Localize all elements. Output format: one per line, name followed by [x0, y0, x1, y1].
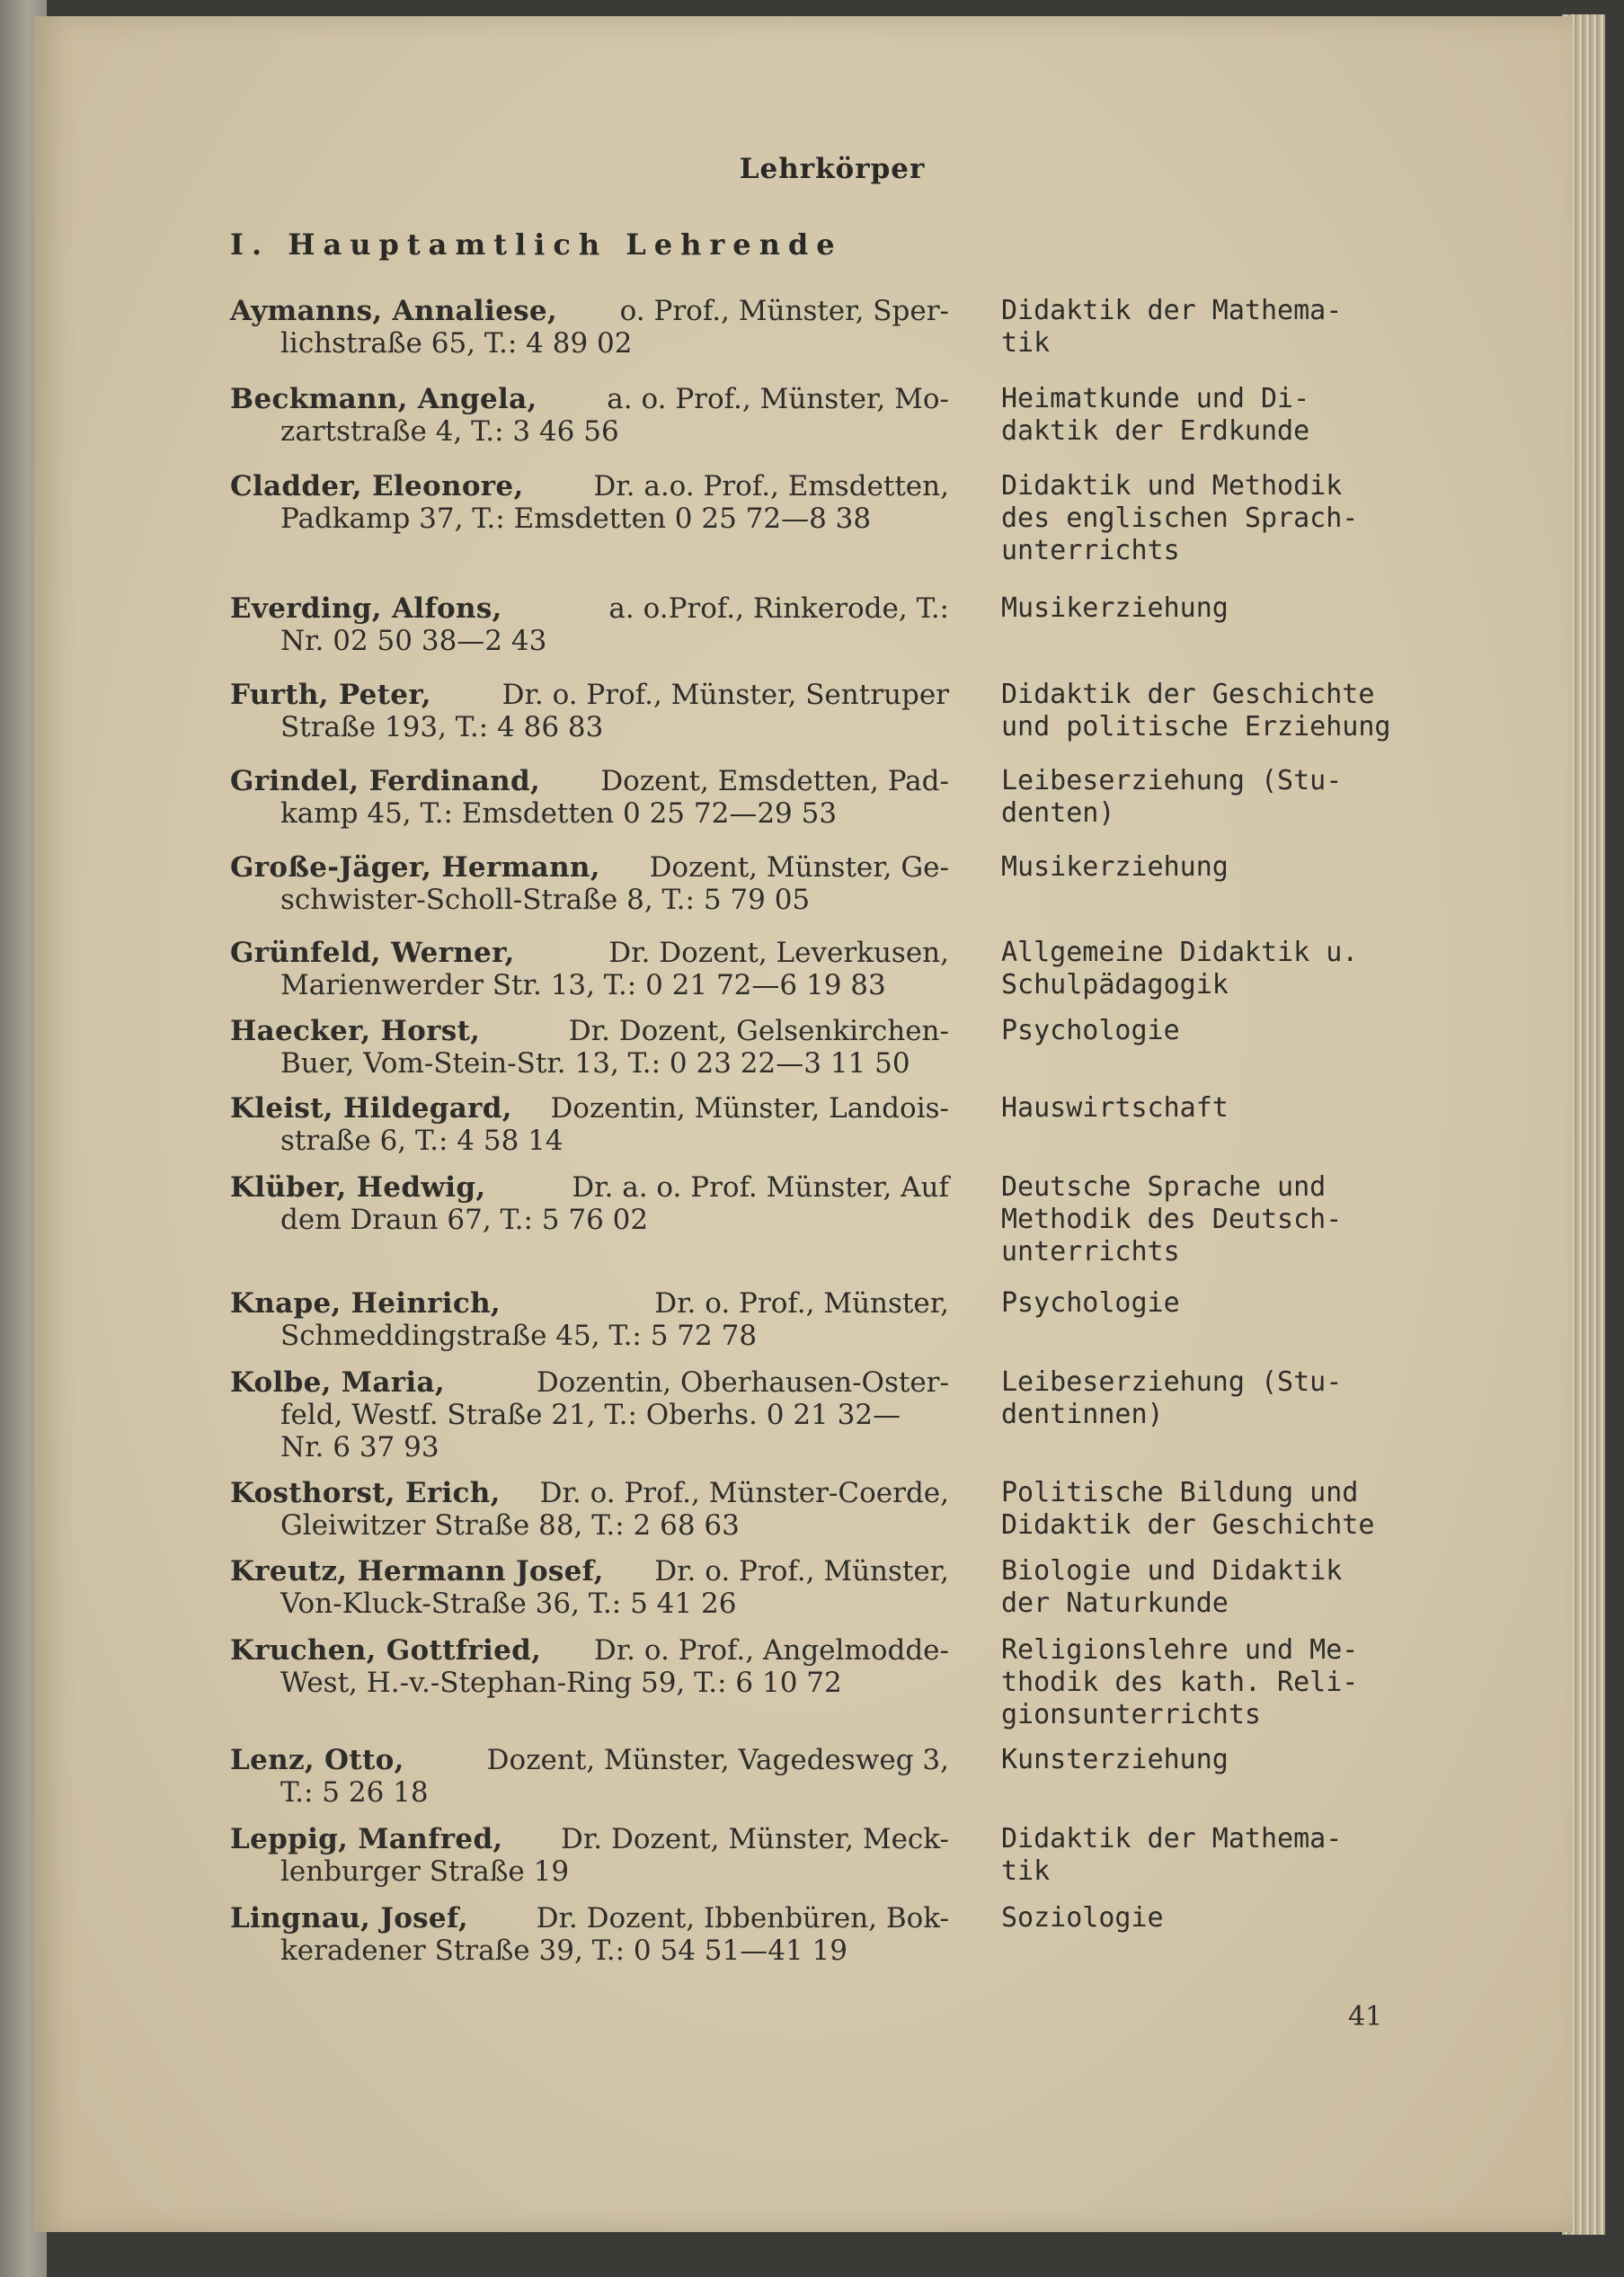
- subject-line: Kunsterziehung: [1001, 1744, 1229, 1775]
- entry-address: [230, 1477, 949, 1542]
- subject-line: Allgemeine Didaktik u.: [1001, 937, 1359, 968]
- title-and-address: Dr. o. Prof., Münster, Sentruper: [501, 679, 949, 711]
- address-line: [230, 1555, 949, 1588]
- subject-line: Religionslehre und Me-: [1001, 1634, 1359, 1666]
- entry-address: [230, 679, 949, 743]
- entry-subject: [1001, 1171, 1388, 1268]
- entry-subject: [1001, 1744, 1388, 1776]
- address-line: keradener Straße 39, T.: 0 54 51—41 19: [280, 1935, 848, 1967]
- title-and-address: Dozent, Münster, Vagedesweg 3,: [486, 1744, 949, 1776]
- entry-subject: [1001, 1287, 1388, 1320]
- title-and-address: Dr. Dozent, Leverkusen,: [608, 937, 949, 969]
- entry-subject: [1001, 1902, 1388, 1935]
- address-line: [230, 1902, 949, 1935]
- address-line: West, H.-v.-Stephan-Ring 59, T.: 6 10 72: [280, 1667, 842, 1699]
- entry-subject: [1001, 937, 1388, 1001]
- subject-line: gionsunterrichts: [1001, 1699, 1261, 1730]
- entry-address: [230, 383, 949, 448]
- entry-address: [230, 470, 949, 535]
- title-and-address: Dr. Dozent, Ibbenbüren, Bok-: [536, 1902, 949, 1935]
- subject-line: Methodik des Deutsch-: [1001, 1204, 1343, 1235]
- title-and-address: o. Prof., Münster, Sper-: [619, 295, 949, 327]
- person-name: Grindel, Ferdinand,: [230, 765, 541, 797]
- entry-subject: [1001, 851, 1388, 884]
- person-name: Knape, Heinrich,: [230, 1287, 501, 1320]
- subject-line: Schulpädagogik: [1001, 969, 1229, 1001]
- address-line: [230, 937, 949, 969]
- address-line: Nr. 6 37 93: [280, 1431, 439, 1463]
- address-line: [230, 1015, 949, 1047]
- title-and-address: a. o.Prof., Rinkerode, T.:: [608, 592, 949, 625]
- address-line: Schmeddingstraße 45, T.: 5 72 78: [280, 1320, 758, 1352]
- title-and-address: Dr. Dozent, Münster, Meck-: [561, 1823, 949, 1855]
- address-line: [230, 1634, 949, 1667]
- entry-subject: [1001, 295, 1388, 360]
- page-header: Lehrkörper: [739, 153, 926, 185]
- subject-line: Musikerziehung: [1001, 592, 1229, 624]
- person-name: Lingnau, Josef,: [230, 1902, 469, 1935]
- address-line: [230, 1171, 949, 1204]
- address-line: zartstraße 4, T.: 3 46 56: [280, 415, 619, 448]
- address-line: [230, 592, 949, 625]
- title-and-address: Dozent, Münster, Ge-: [649, 851, 949, 884]
- section-title: I. Hauptamtlich Lehrende: [230, 227, 843, 262]
- subject-line: Hauswirtschaft: [1001, 1092, 1229, 1124]
- address-line: straße 6, T.: 4 58 14: [280, 1125, 564, 1157]
- subject-line: tik: [1001, 327, 1051, 359]
- subject-line: Didaktik der Geschichte: [1001, 1509, 1375, 1541]
- address-line: [230, 295, 949, 327]
- entry-subject: [1001, 1634, 1388, 1731]
- person-name: Kruchen, Gottfried,: [230, 1634, 542, 1667]
- entry-subject: [1001, 1477, 1388, 1542]
- person-name: Kosthorst, Erich,: [230, 1477, 501, 1509]
- person-name: Beckmann, Angela,: [230, 383, 537, 415]
- address-line: [230, 851, 949, 884]
- address-line: [230, 383, 949, 415]
- subject-line: Leibeserziehung (Stu-: [1001, 765, 1343, 796]
- person-name: Kolbe, Maria,: [230, 1366, 445, 1399]
- entry-subject: [1001, 765, 1388, 830]
- address-line: [230, 470, 949, 503]
- entry-address: [230, 1287, 949, 1352]
- subject-line: Heimatkunde und Di-: [1001, 383, 1310, 414]
- subject-line: denten): [1001, 797, 1115, 829]
- person-name: Grünfeld, Werner,: [230, 937, 515, 969]
- address-line: Gleiwitzer Straße 88, T.: 2 68 63: [280, 1509, 740, 1542]
- address-line: [230, 1366, 949, 1399]
- address-line: Padkamp 37, T.: Emsdetten 0 25 72—8 38: [280, 503, 872, 535]
- entry-subject: [1001, 1015, 1388, 1047]
- address-line: feld, Westf. Straße 21, T.: Oberhs. 0 21 32—: [280, 1399, 901, 1431]
- subject-line: Soziologie: [1001, 1902, 1164, 1934]
- title-and-address: Dr. o. Prof., Münster,: [654, 1287, 949, 1320]
- person-name: Aymanns, Annaliese,: [230, 295, 557, 327]
- address-line: [230, 1744, 949, 1776]
- entry-subject: [1001, 470, 1388, 567]
- subject-line: Leibeserziehung (Stu-: [1001, 1366, 1343, 1398]
- title-and-address: Dr. a. o. Prof. Münster, Auf: [572, 1171, 949, 1204]
- title-and-address: Dr. o. Prof., Münster-Coerde,: [539, 1477, 949, 1509]
- entry-subject: [1001, 679, 1391, 743]
- address-line: dem Draun 67, T.: 5 76 02: [280, 1204, 649, 1236]
- entry-subject: [1001, 1092, 1388, 1125]
- person-name: Kleist, Hildegard,: [230, 1092, 512, 1125]
- person-name: Cladder, Eleonore,: [230, 470, 524, 503]
- entry-address: [230, 1366, 949, 1463]
- entry-subject: [1001, 592, 1388, 625]
- page-number: 41: [1348, 2001, 1383, 2032]
- subject-line: Psychologie: [1001, 1015, 1180, 1046]
- address-line: [230, 1287, 949, 1320]
- person-name: Furth, Peter,: [230, 679, 431, 711]
- title-and-address: Dr. o. Prof., Münster,: [654, 1555, 949, 1588]
- title-and-address: a. o. Prof., Münster, Mo-: [607, 383, 949, 415]
- address-line: Straße 193, T.: 4 86 83: [280, 711, 604, 743]
- entry-subject: [1001, 1555, 1388, 1620]
- subject-line: thodik des kath. Reli-: [1001, 1667, 1359, 1698]
- address-line: [230, 1823, 949, 1855]
- subject-line: Didaktik und Methodik: [1001, 470, 1343, 502]
- address-line: Buer, Vom-Stein-Str. 13, T.: 0 23 22—3 11 50: [280, 1047, 910, 1080]
- entry-address: [230, 937, 949, 1001]
- address-line: Marienwerder Str. 13, T.: 0 21 72—6 19 83: [280, 969, 886, 1001]
- subject-line: unterrichts: [1001, 1236, 1180, 1267]
- address-line: lichstraße 65, T.: 4 89 02: [280, 327, 633, 360]
- subject-line: Musikerziehung: [1001, 851, 1229, 883]
- address-line: [230, 1477, 949, 1509]
- title-and-address: Dr. o. Prof., Angelmodde-: [593, 1634, 949, 1667]
- address-line: [230, 679, 949, 711]
- entry-address: [230, 1015, 949, 1080]
- subject-line: unterrichts: [1001, 535, 1180, 566]
- entry-address: [230, 1823, 949, 1888]
- subject-line: Biologie und Didaktik: [1001, 1555, 1343, 1587]
- person-name: Kreutz, Hermann Josef,: [230, 1555, 604, 1588]
- subject-line: daktik der Erdkunde: [1001, 415, 1310, 447]
- address-line: schwister-Scholl-Straße 8, T.: 5 79 05: [280, 884, 811, 916]
- title-and-address: Dr. Dozent, Gelsenkirchen-: [568, 1015, 949, 1047]
- person-name: Klüber, Hedwig,: [230, 1171, 486, 1204]
- entry-address: [230, 1744, 949, 1809]
- person-name: Haecker, Horst,: [230, 1015, 481, 1047]
- entry-address: [230, 765, 949, 830]
- book-page: [34, 16, 1573, 2232]
- entry-address: [230, 295, 949, 360]
- address-line: T.: 5 26 18: [280, 1776, 429, 1809]
- subject-line: des englischen Sprach-: [1001, 503, 1359, 534]
- entry-address: [230, 1171, 949, 1236]
- subject-line: dentinnen): [1001, 1399, 1164, 1430]
- entry-address: [230, 1555, 949, 1620]
- entry-address: [230, 1902, 949, 1967]
- entry-subject: [1001, 1366, 1388, 1431]
- subject-line: der Naturkunde: [1001, 1588, 1229, 1619]
- entry-subject: [1001, 1823, 1388, 1888]
- entry-subject: [1001, 383, 1388, 448]
- title-and-address: Dozentin, Oberhausen-Oster-: [536, 1366, 949, 1399]
- subject-line: Deutsche Sprache und: [1001, 1171, 1327, 1203]
- entry-address: [230, 851, 949, 916]
- subject-line: Didaktik der Mathema-: [1001, 1823, 1343, 1855]
- subject-line: Politische Bildung und: [1001, 1477, 1359, 1508]
- address-line: Von-Kluck-Straße 36, T.: 5 41 26: [280, 1588, 737, 1620]
- entry-address: [230, 592, 949, 657]
- person-name: Everding, Alfons,: [230, 592, 502, 625]
- person-name: Lenz, Otto,: [230, 1744, 404, 1776]
- address-line: [230, 1092, 949, 1125]
- address-line: [230, 765, 949, 797]
- subject-line: Didaktik der Mathema-: [1001, 295, 1343, 326]
- address-line: Nr. 02 50 38—2 43: [280, 625, 547, 657]
- title-and-address: Dozent, Emsdetten, Pad-: [600, 765, 949, 797]
- subject-line: tik: [1001, 1855, 1051, 1887]
- address-line: lenburger Straße 19: [280, 1855, 570, 1888]
- entry-address: [230, 1092, 949, 1157]
- address-line: kamp 45, T.: Emsdetten 0 25 72—29 53: [280, 797, 838, 830]
- entry-address: [230, 1634, 949, 1699]
- title-and-address: Dozentin, Münster, Landois-: [550, 1092, 949, 1125]
- subject-line: und politische Erziehung: [1001, 711, 1391, 743]
- subject-line: Didaktik der Geschichte: [1001, 679, 1375, 710]
- subject-line: Psychologie: [1001, 1287, 1180, 1319]
- title-and-address: Dr. a.o. Prof., Emsdetten,: [593, 470, 949, 503]
- person-name: Große-Jäger, Hermann,: [230, 851, 600, 884]
- person-name: Leppig, Manfred,: [230, 1823, 503, 1855]
